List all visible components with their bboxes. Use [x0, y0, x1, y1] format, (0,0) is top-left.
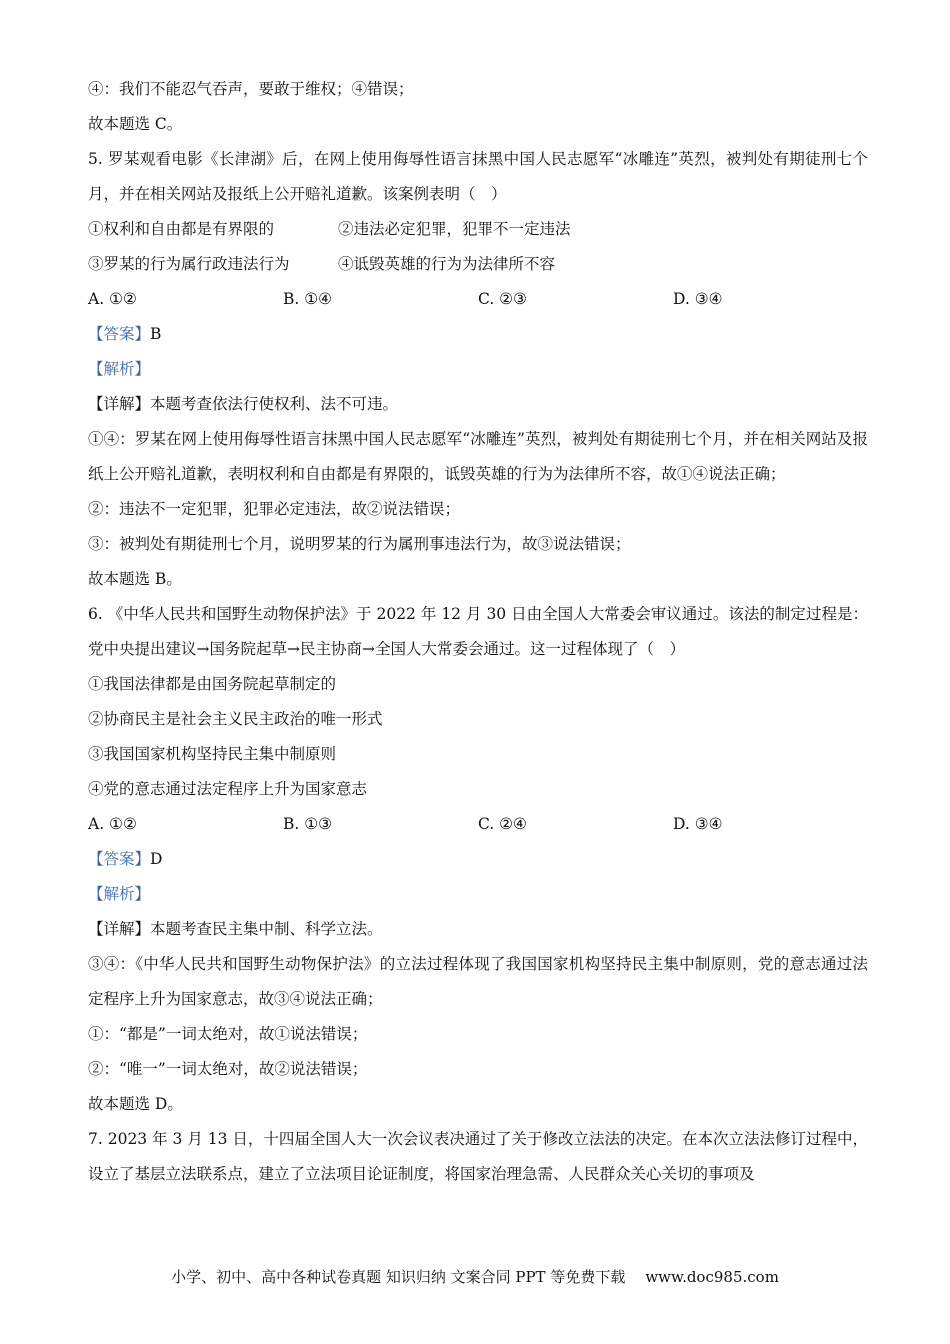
q5-options	[88, 282, 868, 317]
q5-explanation-1: ①④：罗某在网上使用侮辱性语言抹黑中国人民志愿军“冰雕连”英烈，被判处有期徒刑七个月，并在相关网站及报纸上公开赔礼道歉，表明权利和自由都是有界限的，诋毁英雄的行为为法律所不容，故①④说法正确；	[88, 430, 868, 483]
footer-text: 小学、初中、高中各种试卷真题 知识归纳 文案合同 PPT 等免费下载	[171, 1268, 626, 1286]
q5-statement-2: ②违法必定犯罪，犯罪不一定违法	[338, 220, 571, 238]
q5-answer	[88, 317, 868, 352]
q5-detail	[88, 387, 868, 422]
page-footer	[0, 1266, 950, 1287]
q5-statement-1: ①权利和自由都是有界限的	[88, 220, 275, 238]
q5-conclusion: 故本题选 B。	[88, 570, 182, 588]
q6-conclusion: 故本题选 D。	[88, 1095, 183, 1113]
q6-options	[88, 807, 868, 842]
q6-option-d: D. ③④	[673, 815, 723, 833]
q6-option-b: B. ①③	[283, 815, 333, 833]
question-7-stem: 7. 2023 年 3 月 13 日，十四届全国人大一次会议表决通过了关于修改立法法的决定。在本次立法法修订过程中，设立了基层立法联系点，建立了立法项目论证制度，将国家治理急需、人民群众关心关切的事项及	[88, 1130, 868, 1183]
question-5-stem: 5. 罗某观看电影《长津湖》后，在网上使用侮辱性语言抹黑中国人民志愿军“冰雕连”英烈，被判处有期徒刑七个月，并在相关网站及报纸上公开赔礼道歉。该案例表明（ ）	[88, 150, 868, 203]
analysis-tag: 【解析】	[88, 885, 151, 903]
q6-option-c: C. ②④	[478, 815, 527, 833]
q5-statements-row-2	[88, 247, 868, 282]
q5-option-a: A. ①②	[88, 290, 137, 308]
q6-detail	[88, 912, 868, 947]
q5-answer-value: B	[150, 325, 162, 343]
q5-option-d: D. ③④	[673, 290, 723, 308]
q6-statement-1: ①我国法律都是由国务院起草制定的	[88, 675, 337, 693]
q6-explanation-1: ③④：《中华人民共和国野生动物保护法》的立法过程体现了我国国家机构坚持民主集中制原则，党的意志通过法定程序上升为国家意志，故③④说法正确；	[88, 955, 868, 1008]
q5-option-c: C. ②③	[478, 290, 527, 308]
document-body	[88, 72, 868, 1192]
q5-detail-text: 本题考查依法行使权利、法不可违。	[150, 395, 399, 413]
q5-statement-4: ④诋毁英雄的行为为法律所不容	[338, 255, 556, 273]
q5-explanation-3: ③：被判处有期徒刑七个月，说明罗某的行为属刑事违法行为，故③说法错误；	[88, 535, 631, 553]
q6-analysis	[88, 877, 868, 912]
q6-explanation-2: ①：“都是”一词太绝对，故①说法错误；	[88, 1025, 368, 1043]
q6-statement-3: ③我国国家机构坚持民主集中制原则	[88, 745, 337, 763]
analysis-tag: 【解析】	[88, 360, 151, 378]
q6-option-a: A. ①②	[88, 815, 137, 833]
q5-statements-row-1	[88, 212, 868, 247]
q5-analysis	[88, 352, 868, 387]
q6-statement-4: ④党的意志通过法定程序上升为国家意志	[88, 780, 368, 798]
answer-tag: 【答案】	[88, 850, 151, 868]
text-line: ④：我们不能忍气吞声，要敢于维权；④错误；	[88, 80, 414, 98]
q6-explanation-3: ②：“唯一”一词太绝对，故②说法错误；	[88, 1060, 368, 1078]
detail-tag: 【详解】	[88, 920, 151, 938]
text-line: 故本题选 C。	[88, 115, 183, 133]
q6-detail-text: 本题考查民主集中制、科学立法。	[150, 920, 383, 938]
q5-option-b: B. ①④	[283, 290, 333, 308]
footer-url[interactable]: www.doc985.com	[645, 1268, 779, 1286]
detail-tag: 【详解】	[88, 395, 151, 413]
answer-tag: 【答案】	[88, 325, 151, 343]
q6-answer-value: D	[150, 850, 163, 868]
q5-explanation-2: ②：违法不一定犯罪，犯罪必定违法，故②说法错误；	[88, 500, 461, 518]
q5-statement-3: ③罗某的行为属行政违法行为	[88, 255, 290, 273]
q6-statement-2: ②协商民主是社会主义民主政治的唯一形式	[88, 710, 383, 728]
question-6-stem: 6. 《中华人民共和国野生动物保护法》于 2022 年 12 月 30 日由全国人大常委会审议通过。该法的制定过程是：党中央提出建议→国务院起草→民主协商→全国人大常委会通过。这一过程体现了（ ）	[88, 605, 868, 658]
q6-answer	[88, 842, 868, 877]
